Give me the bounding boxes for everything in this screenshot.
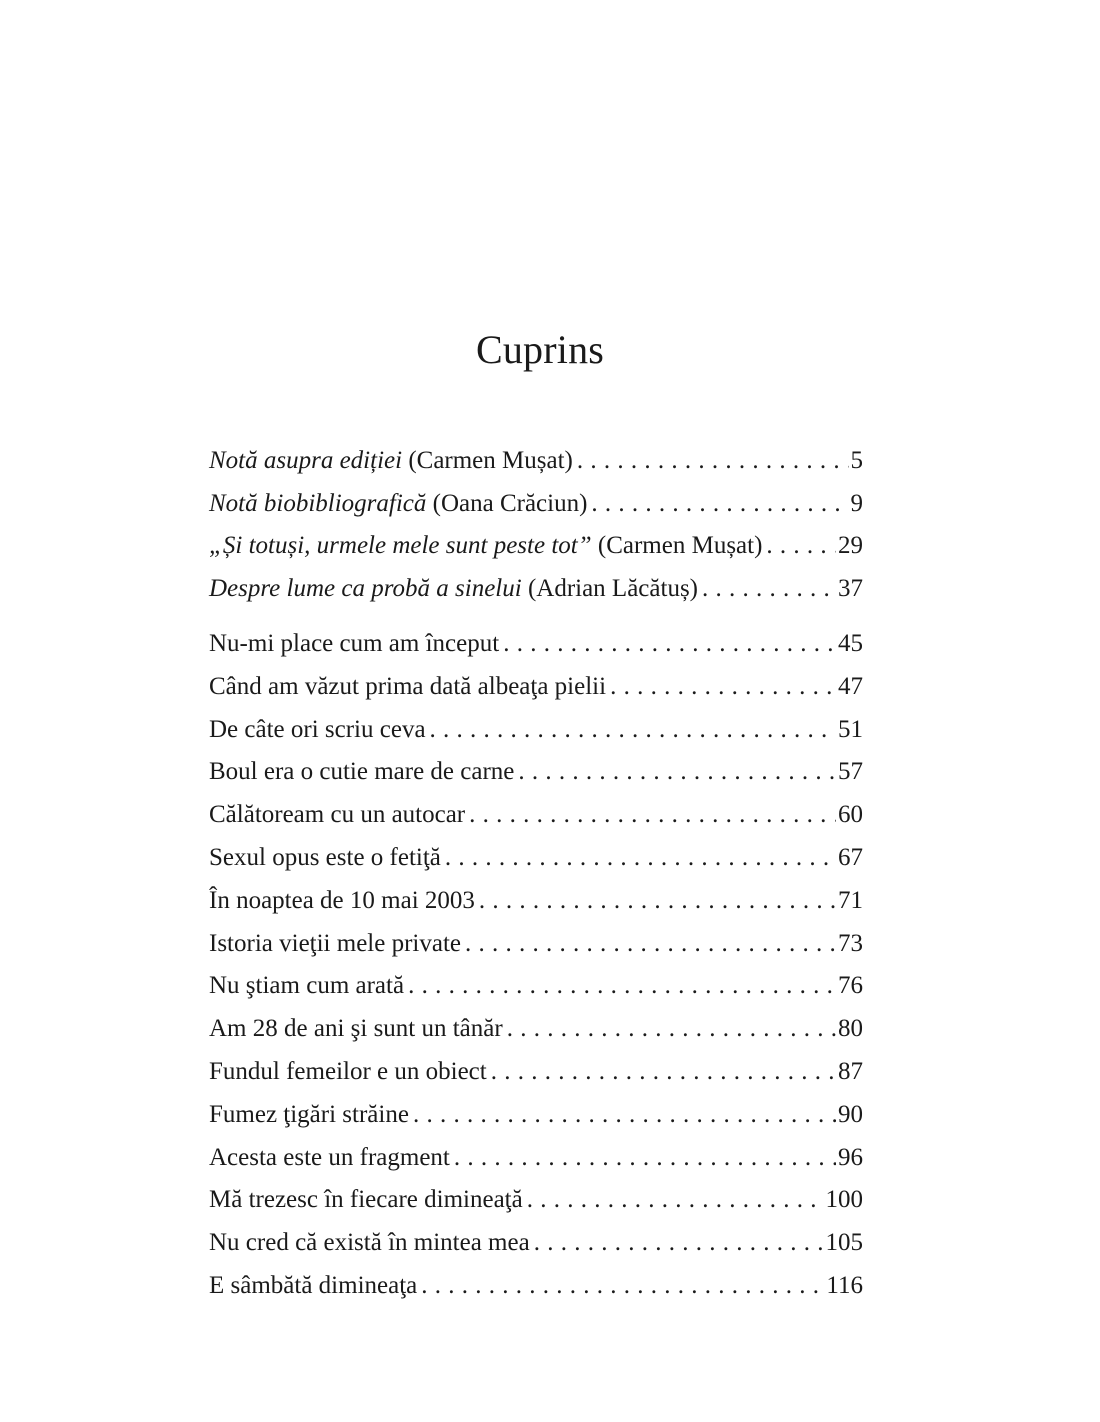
toc-entry-page: 80 [838, 1015, 863, 1043]
toc-entry-page: 37 [838, 574, 863, 602]
toc-entry-page: 29 [838, 532, 863, 559]
toc-leader-dots [527, 1179, 824, 1222]
toc-entry [209, 1008, 863, 1051]
toc-entry-page: 57 [838, 758, 863, 786]
toc-entry [209, 880, 863, 923]
toc-entry-page: 76 [838, 972, 863, 1000]
toc-entry [209, 794, 863, 837]
toc-leader-dots [465, 923, 836, 966]
toc-entry-title: Notă biobibliografică [209, 489, 427, 517]
toc-entry [209, 837, 863, 880]
toc-entry-author: (Carmen Mușat) [597, 532, 763, 559]
toc-entry-title-wrap [209, 525, 762, 568]
toc-entry-title: Acesta este un fragment [209, 1143, 450, 1171]
toc-texts-list [209, 623, 863, 1308]
toc-entry-page: 51 [838, 715, 863, 743]
toc-leader-dots [766, 525, 836, 568]
toc-entry-page: 90 [838, 1100, 863, 1128]
toc-entry [209, 1051, 863, 1094]
toc-entry [209, 568, 863, 611]
toc-entry-title-wrap [209, 483, 587, 526]
toc-entry-title: Nu-mi place cum am început [209, 630, 500, 657]
toc-entry-title: Nu ştiam cum arată [209, 972, 405, 1000]
toc-entry-title-wrap [209, 568, 698, 611]
toc-entry-title: Notă asupra ediției [209, 447, 403, 474]
toc-entry-title: Istoria vieţii mele private [209, 929, 461, 957]
toc-entry-title: De câte ori scriu ceva [209, 715, 426, 743]
toc-entry-title: Despre lume ca probă a sinelui [209, 574, 522, 602]
toc-entry [209, 1222, 863, 1265]
toc-entry-title: Boul era o cutie mare de carne [209, 758, 515, 786]
toc-entry [209, 440, 863, 483]
toc-entry-page: 96 [838, 1143, 863, 1171]
toc-entry-page: 100 [825, 1186, 863, 1214]
toc-leader-dots [534, 1222, 824, 1265]
toc-entry [209, 965, 863, 1008]
toc-leader-dots [518, 751, 836, 794]
toc-entry-title: Fundul femeilor e un obiect [209, 1057, 487, 1085]
toc-entry-page: 105 [825, 1229, 863, 1257]
toc-entry [209, 1179, 863, 1222]
toc-leader-dots [591, 483, 848, 526]
toc-entry-title: Fumez ţigări străine [209, 1100, 409, 1128]
toc-entry [209, 666, 863, 709]
toc-entry-page: 71 [838, 886, 863, 914]
toc-entry-page: 9 [850, 489, 863, 517]
toc-entry [209, 709, 863, 752]
toc-entry-title: Sexul opus este o fetiţă [209, 843, 441, 871]
toc-entry-title: În noaptea de 10 mai 2003 [209, 886, 475, 914]
toc-entry-title: Călătoream cu un autocar [209, 801, 466, 829]
toc-entry-title: Când am văzut prima dată albeaţa pielii [209, 672, 607, 700]
toc-leader-dots [491, 1051, 836, 1094]
toc-leader-dots [577, 440, 849, 483]
toc-entry-title: Am 28 de ani şi sunt un tânăr [209, 1015, 503, 1043]
toc-entry [209, 1094, 863, 1137]
toc-entry-author: (Oana Crăciun) [432, 489, 588, 517]
toc-leader-dots [507, 1008, 836, 1051]
toc-leader-dots [454, 1137, 836, 1180]
toc-entry-title: Mă trezesc în fiecare dimineaţă [209, 1186, 523, 1214]
toc-leader-dots [702, 568, 836, 611]
toc-leader-dots [445, 837, 836, 880]
toc-entry-author: (Carmen Mușat) [408, 447, 573, 474]
toc-entry-page: 67 [838, 843, 863, 871]
toc-leader-dots [430, 709, 836, 752]
toc-entry-page: 87 [838, 1057, 863, 1085]
toc-entry-title-wrap [209, 440, 573, 483]
page-title: Cuprins [475, 327, 605, 372]
toc-entry-page: 45 [838, 630, 863, 657]
toc-leader-dots [610, 666, 836, 709]
toc-leader-dots [503, 623, 836, 666]
toc-intro-list [209, 440, 863, 610]
toc-entry [209, 623, 863, 666]
toc-entry-author: (Adrian Lăcătuș) [527, 574, 698, 602]
toc-entry [209, 1137, 863, 1180]
toc-entry-page: 60 [838, 801, 863, 829]
toc-entry-page: 73 [838, 929, 863, 957]
toc-entry [209, 525, 863, 568]
toc-entry [209, 483, 863, 526]
toc-entry-page: 47 [838, 672, 863, 700]
toc-leader-dots [479, 880, 836, 923]
toc-entry [209, 923, 863, 966]
toc-leader-dots [408, 965, 836, 1008]
toc-entry-page: 116 [826, 1271, 863, 1299]
toc-leader-dots [413, 1094, 836, 1137]
toc-entry-page: 5 [850, 447, 863, 474]
toc-entry-title: „Și totuși, urmele mele sunt peste tot” [209, 532, 592, 559]
toc-entry-title: E sâmbătă dimineaţa [209, 1271, 418, 1299]
toc-entry-title: Nu cred că există în mintea mea [209, 1229, 530, 1257]
toc-entry [209, 1265, 863, 1308]
toc-entry [209, 751, 863, 794]
toc-leader-dots [421, 1265, 824, 1308]
toc-leader-dots [469, 794, 836, 837]
